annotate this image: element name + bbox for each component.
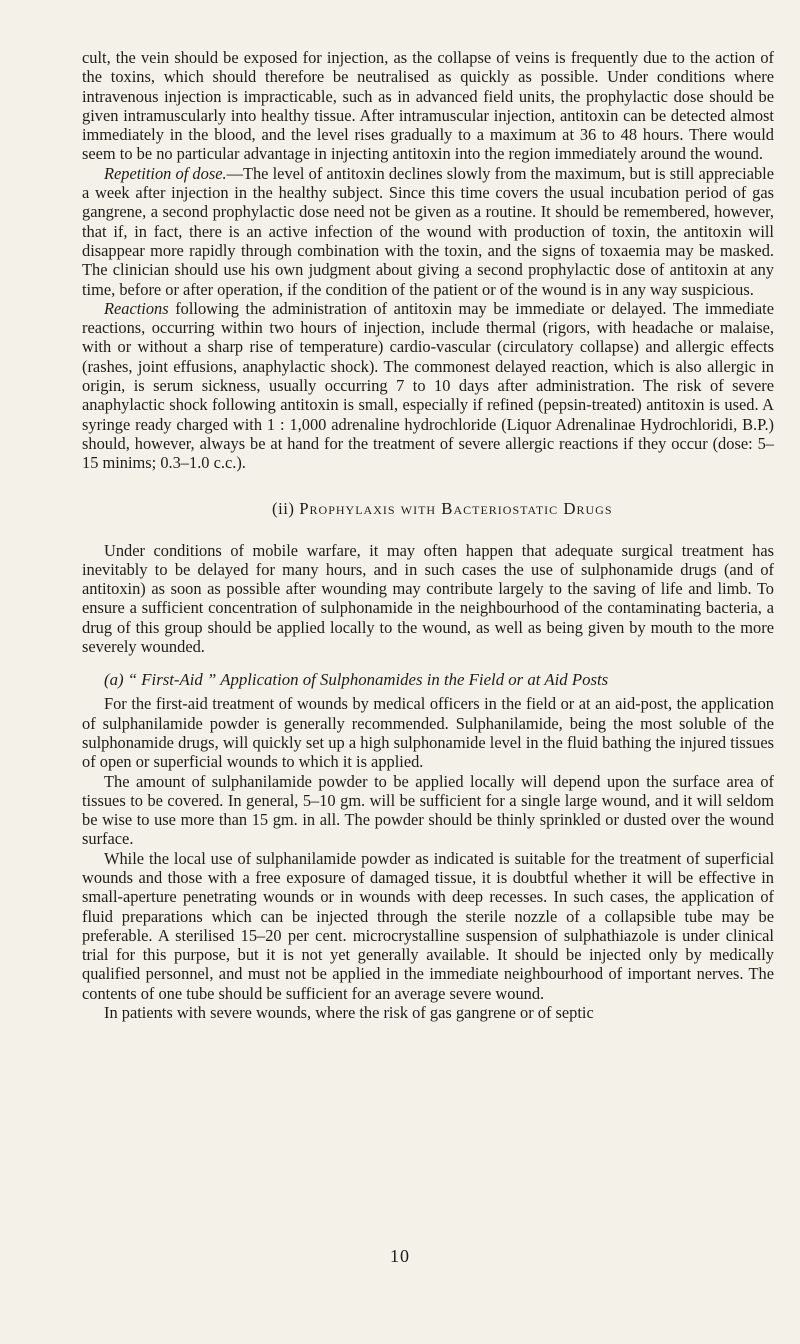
paragraph-mobile-warfare: Under conditions of mobile warfare, it may often happen that adequate surgical treatment has inevitably to be delayed for many hours, and in such cases the use of sulphonamide drugs (and of antitoxin) as soon as possible after wounding may contribute largely to the saving of life and limb. To ensure a sufficient concentration of sulphonamide in the neighbourhood of the contaminating bacteria, a drug of this group should be applied locally to the wound, as well as being given by mouth to the more severely wounded. bbox=[82, 540, 774, 657]
section-title: Prophylaxis with Bacteriostatic Drugs bbox=[299, 498, 613, 518]
section-heading bbox=[272, 499, 774, 519]
paragraph-first-aid-3: While the local use of sulphanilamide powder as indicated is suitable for the treatment of superficial wounds and those with a free exposure of damaged tissue, it is doubtful whether it will be effective in small-aperture penetrating wounds or in wounds with deep recesses. In such cases, the application of fluid preparations which can be injected through the sterile nozzle of a collapsible tube may be preferable. A sterilised 15–20 per cent. microcrystalline suspension of sulphathiazole is under clinical trial for this purpose, but it is not yet generally available. It should be injected only by medically qualified personnel, and must not be applied in the immediate neighbourhood of important nerves. The contents of one tube should be sufficient for an average severe wound. bbox=[82, 848, 774, 1003]
paragraph-repetition-of-dose bbox=[82, 164, 774, 299]
run-in-heading-reactions: Reactions bbox=[104, 298, 169, 318]
paragraph-vein-injection: cult, the vein should be exposed for injection, as the collapse of veins is frequently due to the action of the toxins, which should therefore be neutralised as quickly as possible. Under conditions where intravenous injection is impracticable, such as in advanced field units, the prophylactic dose should be given intramuscularly into healthy tissue. After intramuscular injection, antitoxin can be detected almost immediately in the blood, and the level rises gradually to a maximum at 36 to 48 hours. There would seem to be no particular advantage in injecting antitoxin into the region immediately around the wound. bbox=[82, 48, 774, 164]
reactions-text: following the administration of antitoxin may be immediate or delayed. The immediate reactions, occurring within two hours of injection, include thermal (rigors, with headache or malaise, with or without a sharp rise of temperature) cardio-vascular (circulatory collapse) and allergic effects (rashes, joint effusions, anaphylactic shock). The commonest delayed reaction, which is also allergic in origin, is serum sickness, usually occurring 7 to 10 days after administration. The risk of severe anaphylactic shock following antitoxin is small, especially if refined (pepsin-treated) antitoxin is used. A syringe ready charged with 1 : 1,000 adrenaline hydrochloride (Liquor Adrenalinae Hydrochloridi, B.P.) should, however, always be at hand for the treatment of severe allergic reactions if they occur (dose: 5–15 minims; 0.3–1.0 c.c.). bbox=[82, 298, 774, 473]
paragraph-first-aid-4: In patients with severe wounds, where the risk of gas gangrene or of septic bbox=[104, 1003, 594, 1023]
paragraph-reactions bbox=[82, 299, 774, 473]
paragraph-first-aid-1: For the first-aid treatment of wounds by medical officers in the field or at an aid-post, the application of sulphanilamide powder is generally recommended. Sulphanilamide, being the most soluble of the sulphonamide drugs, will quickly set up a high sulphonamide level in the fluid bathing the injured tissues of open or superficial wounds to which it is applied. bbox=[82, 694, 774, 772]
page-number: 10 bbox=[390, 1246, 410, 1266]
section-number: (ii) bbox=[272, 498, 295, 518]
run-in-heading-repetition: Repetition of dose. bbox=[104, 163, 227, 183]
paragraph-first-aid-2: The amount of sulphanilamide powder to be applied locally will depend upon the surface area of tissues to be covered. In general, 5–10 gm. will be sufficient for a single large wound, and it will seldom be wise to use more than 15 gm. in all. The powder should be thinly sprinkled or dusted over the wound surface. bbox=[82, 771, 774, 849]
subheading-first-aid-application: (a) “ First-Aid ” Application of Sulphonamides in the Field or at Aid Posts bbox=[104, 670, 609, 690]
repetition-text: —The level of antitoxin declines slowly from the maximum, but is still appreciable a week after injection in the healthy subject. Since this time covers the usual incubation period of gas gangrene, a second prophylactic dose need not be given as a routine. It should be remembered, however, that if, in fact, there is an active infection of the wound with production of toxin, the antitoxin will disappear more rapidly through combination with the toxin, and the signs of toxaemia may be masked. The clinician should use his own judgment about giving a second prophylactic dose of antitoxin at any time, before or after operation, if the condition of the patient or of the wound is in any way suspicious. bbox=[82, 163, 775, 299]
